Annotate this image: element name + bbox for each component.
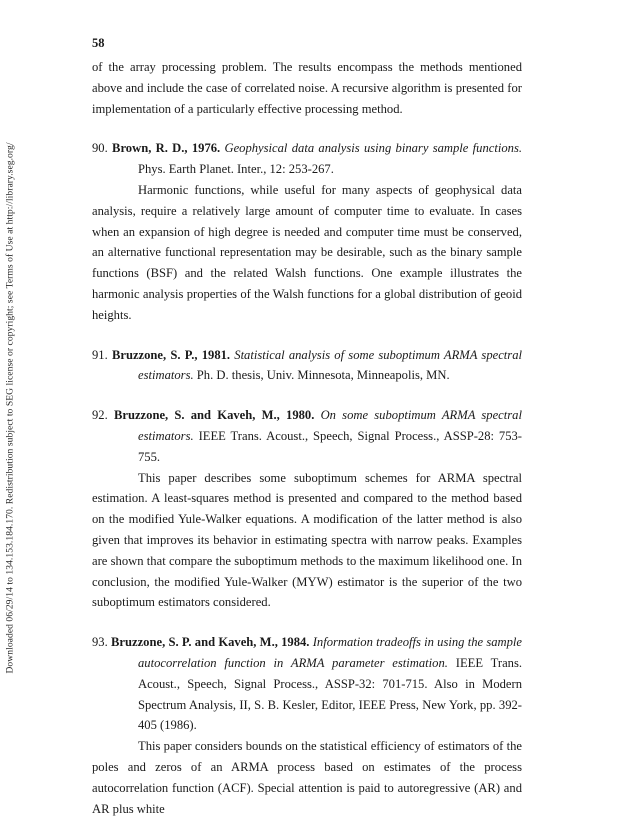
entry-source: IEEE Trans. Acoust., Speech, Signal Process., ASSP-32: 701-715. Also in Modern Spectrum Analysis, II, S. B. Kesler, Editor, IEEE Press, New York, pp. 392-405 (1986). bbox=[138, 655, 523, 733]
bibliography-entry-93 bbox=[92, 632, 522, 819]
download-notice bbox=[0, 0, 20, 800]
entry-citation bbox=[92, 138, 522, 180]
entry-source: Ph. D. thesis, Univ. Minnesota, Minneapolis, MN. bbox=[196, 368, 450, 383]
entry-number: 90. bbox=[92, 141, 108, 156]
entry-authors: Brown, R. D., 1976. bbox=[112, 141, 221, 156]
entry-title: Information tradeoffs in using the sample autocorrelation function in ARMA parameter estimation. bbox=[138, 635, 523, 670]
page-number: 58 bbox=[92, 36, 105, 50]
entry-abstract: This paper considers bounds on the statistical efficiency of estimators of the poles and zeros of an ARMA process based on estimates of the process autocorrelation function (ACF). Special attention is paid to autoregressive (AR) and AR plus white bbox=[92, 739, 522, 816]
entry-number: 92. bbox=[92, 408, 108, 423]
entry-abstract: This paper describes some suboptimum schemes for ARMA spectral estimation. A least-squares method is presented and compared to the method based on the modified Yule-Walker equations. A modification of the latter method is also given that improves its behavior in estimating spectra with narrow peaks. Examples are shown that compare the suboptimum methods to the maximum likelihood one. In conclusion, the modified Yule-Walker (MYW) estimator is the superior of the two suboptimum estimators considered. bbox=[92, 470, 522, 610]
entry-source: IEEE Trans. Acoust., Speech, Signal Process., ASSP-28: 753-755. bbox=[138, 428, 523, 464]
entry-authors: Bruzzone, S. and Kaveh, M., 1980. bbox=[113, 408, 315, 423]
bibliography-entry-92 bbox=[92, 405, 522, 613]
bibliography-entry-91 bbox=[92, 345, 522, 387]
entry-citation bbox=[92, 345, 522, 387]
bibliography-entry-90 bbox=[92, 138, 522, 325]
entry-abstract: Harmonic functions, while useful for many aspects of geophysical data analysis, require a relatively large amount of computer time to evaluate. In cases when an expansion of high degree is needed and computer time must be conserved, an alternative functional representation may be desirable, such as the binary sample functions (BSF) and the related Walsh functions. One example illustrates the harmonic analysis properties of the Walsh functions for a global distribution of geoid heights. bbox=[92, 182, 522, 322]
entry-authors: Bruzzone, S. P. and Kaveh, M., 1984. bbox=[111, 635, 310, 650]
entry-authors: Bruzzone, S. P., 1981. bbox=[111, 347, 231, 362]
entry-title: On some suboptimum ARMA spectral estimators. bbox=[138, 408, 522, 443]
entry-number: 91. bbox=[92, 347, 108, 362]
continued-abstract: of the array processing problem. The results encompass the methods mentioned above and include the case of correlated noise. A recursive algorithm is presented for implementation of a particularly effective processing method. bbox=[92, 60, 522, 116]
page-body bbox=[92, 57, 522, 819]
download-notice-text: Downloaded 06/29/14 to 134.153.184.170. Redistribution subject to SEG license or copyright; see Terms of Use at http://library.seg.org/ bbox=[4, 142, 16, 674]
entry-number: 93. bbox=[92, 635, 108, 650]
entry-citation bbox=[92, 405, 522, 467]
entry-citation bbox=[92, 632, 522, 736]
entry-title: Geophysical data analysis using binary sample functions. bbox=[224, 141, 522, 156]
entry-source: Phys. Earth Planet. Inter., 12: 253-267. bbox=[138, 162, 334, 177]
entry-title: Statistical analysis of some suboptimum ARMA spectral estimators. bbox=[138, 347, 523, 383]
